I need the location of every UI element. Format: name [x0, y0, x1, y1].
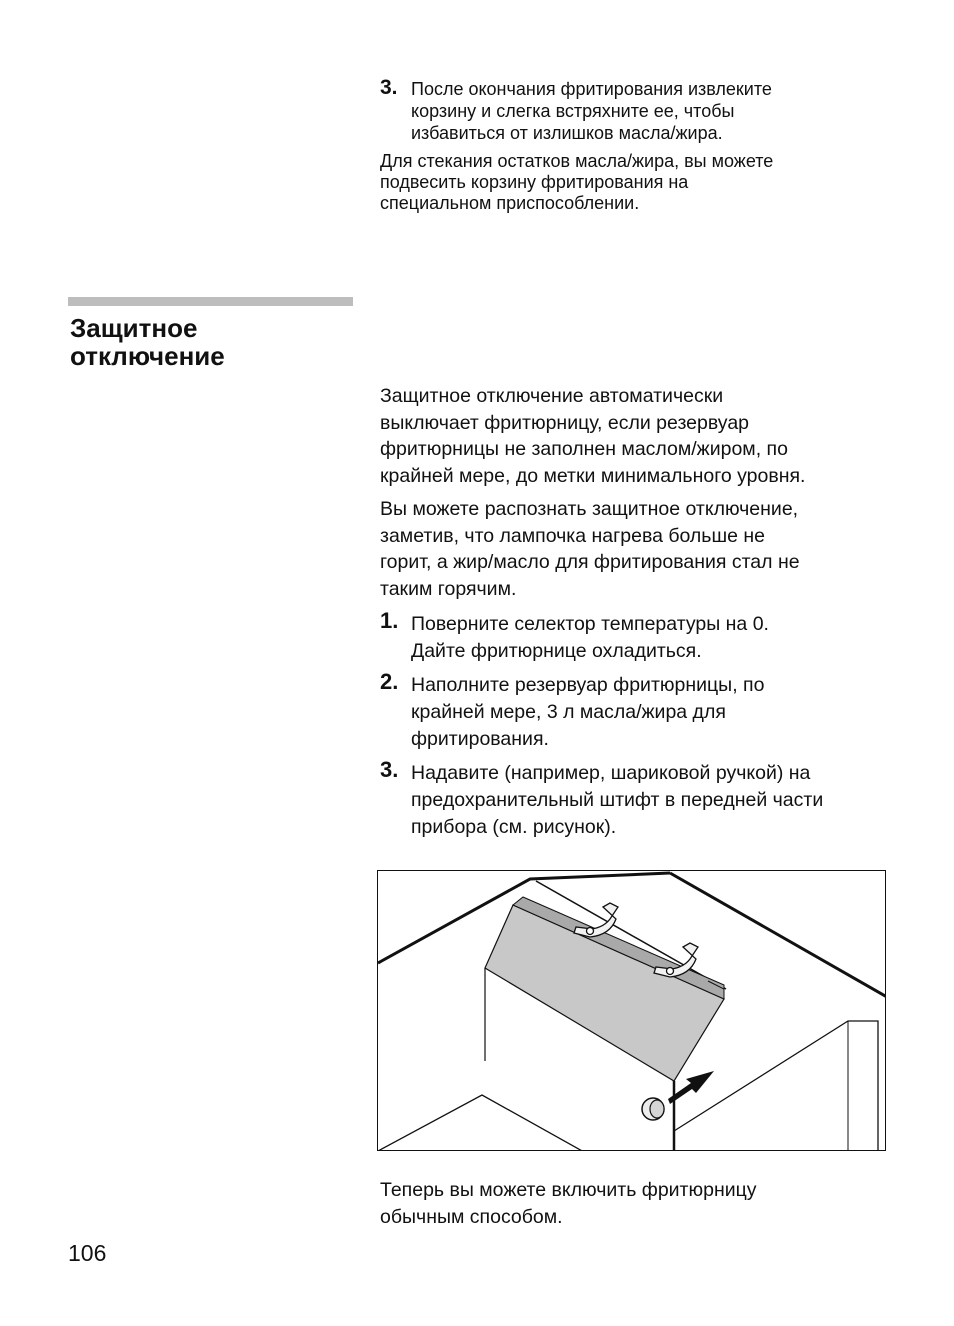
- recognition-paragraph: Вы можете распознать защитное отключение, заметив, что лампочка нагрева больше не горит, а жир/масло для фритирования стал не таким горячим.: [380, 498, 800, 600]
- top-step-3: [380, 78, 900, 144]
- section-divider: [68, 297, 353, 306]
- section-heading: Защитное отключение: [70, 313, 225, 371]
- step-2: [380, 669, 900, 753]
- reset-pin-button: [642, 1098, 664, 1120]
- step-number: 1.: [380, 608, 399, 633]
- step-text: Поверните селектор температуры на 0. Дайте фритюрнице охладиться.: [411, 613, 769, 662]
- body-bottom-left: [378, 1095, 584, 1151]
- step-text: Надавите (например, шариковой ручкой) на предохранительный штифт в передней части прибора (см. рисунок).: [411, 762, 824, 838]
- basket-hook-1: [574, 903, 618, 937]
- closing-paragraph: Теперь вы можете включить фритюрницу обычным способом.: [380, 1179, 757, 1228]
- page-number: 106: [68, 1240, 107, 1266]
- step-text: Наполните резервуар фритюрницы, по крайней мере, 3 л масла/жира для фритирования.: [411, 674, 765, 750]
- step-number: 2.: [380, 669, 399, 694]
- intro-paragraph: Защитное отключение автоматически выключает фритюрницу, если резервуар фритюрницы не заполнен маслом/жиром, по крайней мере, до метки минимального уровня.: [380, 385, 806, 487]
- step-number: 3.: [380, 757, 399, 782]
- fryer-diagram: [378, 871, 886, 1151]
- step-1: [380, 608, 900, 665]
- body-right-panel: [674, 1021, 878, 1151]
- step-text: После окончания фритирования извлеките корзину и слегка встряхните ее, чтобы избавиться от излишков масла/жира.: [411, 79, 772, 143]
- fryer-reset-illustration: [377, 870, 886, 1151]
- basket-note: Для стекания остатков масла/жира, вы можете подвесить корзину фритирования на специальном приспособлении.: [380, 151, 774, 213]
- step-number: 3.: [380, 76, 398, 99]
- step-3: [380, 757, 900, 841]
